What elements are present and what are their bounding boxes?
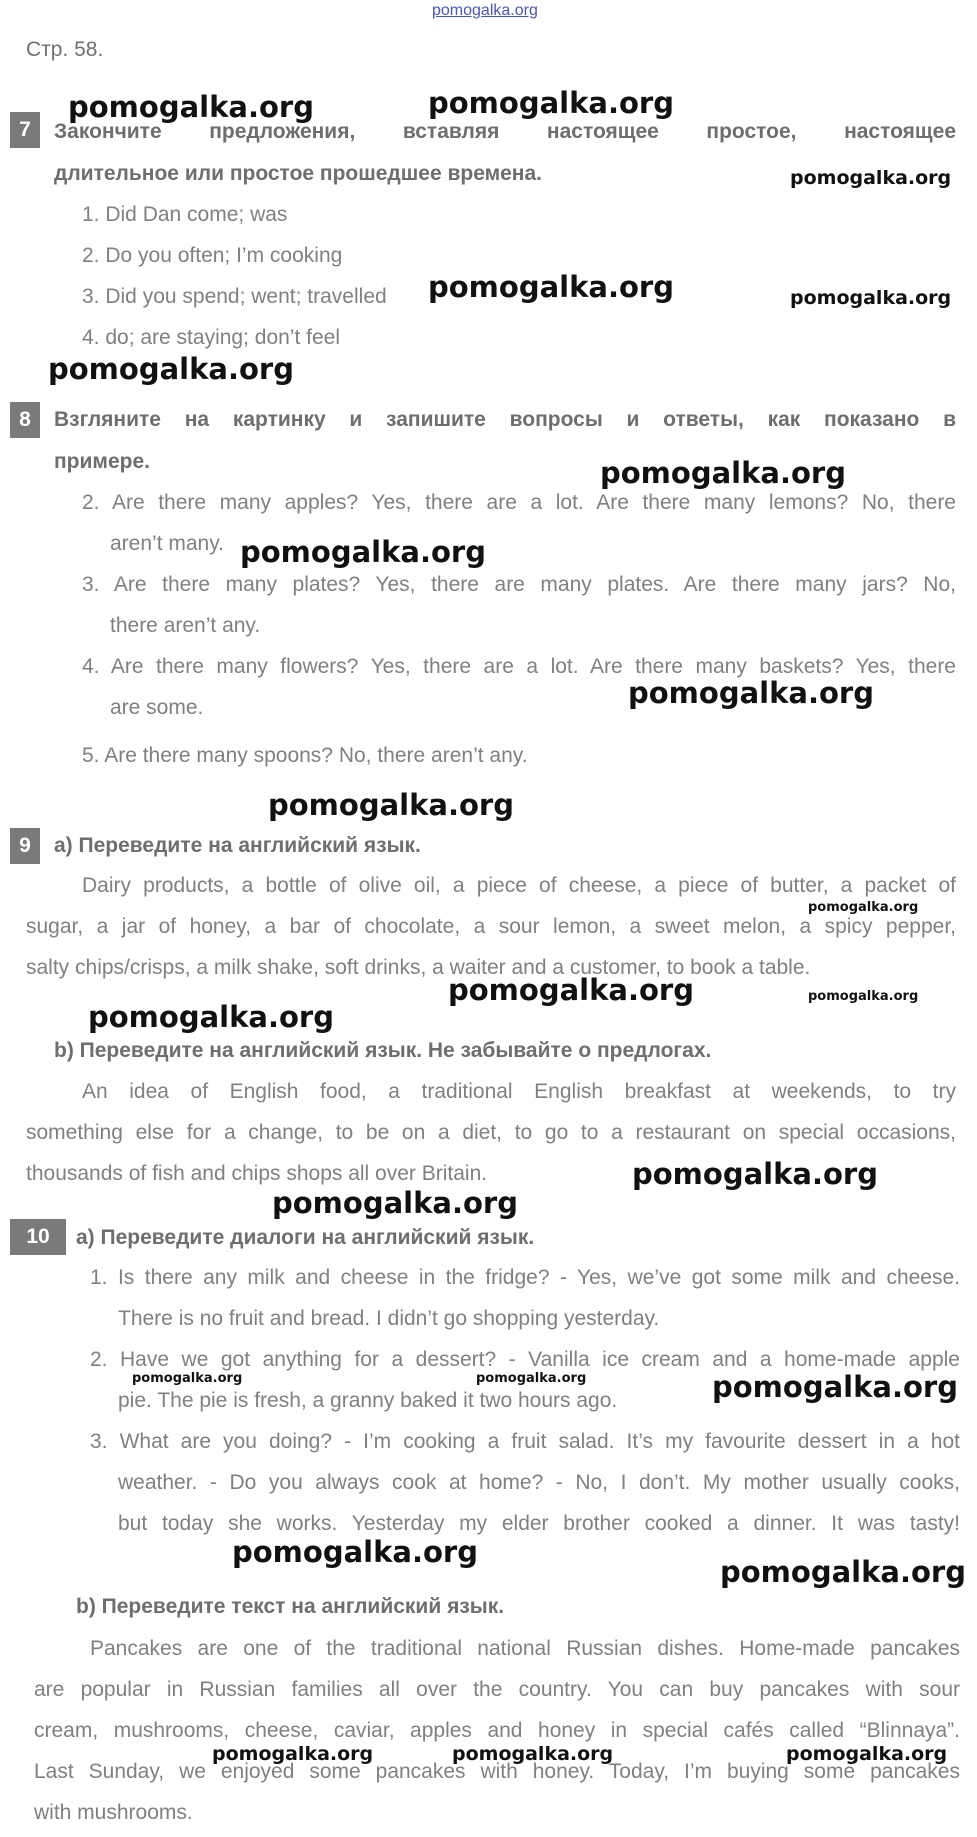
exercise-10-number: 10 xyxy=(10,1219,66,1255)
watermark: pomogalka.org xyxy=(240,535,486,569)
watermark: pomogalka.org xyxy=(268,788,514,822)
watermark: pomogalka.org xyxy=(132,1371,243,1386)
watermark: pomogalka.org xyxy=(600,456,846,490)
watermark: pomogalka.org xyxy=(428,270,674,304)
exercise-7-task-line-2: длительное или простое прошедшее времена. xyxy=(54,162,543,185)
exercise-10b-title: b) Переведите текст на английский язык. xyxy=(76,1595,505,1618)
exercise-9b-line-1: An idea of English food, a traditional English breakfast at weekends, to try xyxy=(82,1080,956,1103)
exercise-8-task-line-1: Взгляните на картинку и запишите вопросы и ответы, как показано в xyxy=(54,408,956,431)
exercise-10a-line-6: weather. - Do you always cook at home? - No, I don’t. My mother usually cooks, xyxy=(118,1471,960,1494)
watermark: pomogalka.org xyxy=(712,1370,958,1404)
exercise-10b-line-5: with mushrooms. xyxy=(34,1801,193,1824)
exercise-7-item-4: 4. do; are staying; don’t feel xyxy=(82,326,340,349)
watermark: pomogalka.org xyxy=(68,90,314,124)
watermark: pomogalka.org xyxy=(790,287,952,309)
exercise-10a-line-3: 2. Have we got anything for a dessert? - Vanilla ice cream and a home-made apple xyxy=(90,1348,960,1371)
watermark: pomogalka.org xyxy=(88,1000,334,1034)
exercise-10a-line-7: but today she works. Yesterday my elder brother cooked a dinner. It was tasty! xyxy=(118,1512,960,1535)
exercise-8-line-3: 3. Are there many plates? Yes, there are many plates. Are there many jars? No, xyxy=(82,573,956,596)
exercise-10b-line-4: Last Sunday, we enjoyed some pancakes with honey. Today, I’m buying some pancakes xyxy=(34,1760,960,1783)
exercise-9b-line-2: something else for a change, to be on a diet, to go to a restaurant on special occasions, xyxy=(26,1121,956,1144)
exercise-10a-line-1: 1. Is there any milk and cheese in the fridge? - Yes, we’ve got some milk and cheese. xyxy=(90,1266,960,1289)
watermark: pomogalka.org xyxy=(48,352,294,386)
exercise-10a-line-2: There is no fruit and bread. I didn’t go shopping yesterday. xyxy=(118,1307,660,1330)
exercise-8-line-4: there aren’t any. xyxy=(110,614,261,637)
exercise-9a-title: a) Переведите на английский язык. xyxy=(54,834,421,857)
exercise-8-line-7: 5. Are there many spoons? No, there aren’t any. xyxy=(82,744,528,767)
watermark: pomogalka.org xyxy=(452,1743,614,1765)
watermark: pomogalka.org xyxy=(628,676,874,710)
watermark: pomogalka.org xyxy=(212,1743,374,1765)
watermark: pomogalka.org xyxy=(476,1371,587,1386)
exercise-8-line-6: are some. xyxy=(110,696,204,719)
exercise-7-item-2: 2. Do you often; I’m cooking xyxy=(82,244,343,267)
exercise-9a-line-2: sugar, a jar of honey, a bar of chocolate, a sour lemon, a sweet melon, a spicy pepper, xyxy=(26,915,956,938)
exercise-10b-line-1: Pancakes are one of the traditional national Russian dishes. Home-made pancakes xyxy=(90,1637,960,1660)
exercise-7-item-1: 1. Did Dan come; was xyxy=(82,203,288,226)
exercise-10a-line-4: pie. The pie is fresh, a granny baked it two hours ago. xyxy=(118,1389,618,1412)
exercise-9-number: 9 xyxy=(10,828,40,864)
watermark: pomogalka.org xyxy=(786,1743,948,1765)
exercise-9a-line-3: salty chips/crisps, a milk shake, soft drinks, a waiter and a customer, to book a table. xyxy=(26,956,811,979)
watermark: pomogalka.org xyxy=(272,1186,518,1220)
exercise-9b-title: b) Переведите на английский язык. Не забывайте о предлогах. xyxy=(54,1039,712,1062)
exercise-10a-line-5: 3. What are you doing? - I’m cooking a fruit salad. It’s my favourite dessert in a hot xyxy=(90,1430,960,1453)
watermark: pomogalka.org xyxy=(632,1157,878,1191)
watermark: pomogalka.org xyxy=(808,989,919,1004)
exercise-9b-line-3: thousands of fish and chips shops all over Britain. xyxy=(26,1162,488,1185)
exercise-8-task-line-2: примере. xyxy=(54,450,150,473)
watermark: pomogalka.org xyxy=(808,900,919,915)
watermark: pomogalka.org xyxy=(428,86,674,120)
watermark: pomogalka.org xyxy=(232,1535,478,1569)
exercise-9a-line-1: Dairy products, a bottle of olive oil, a piece of cheese, a piece of butter, a packet of xyxy=(82,874,956,897)
exercise-8-line-5: 4. Are there many flowers? Yes, there are a lot. Are there many baskets? Yes, there xyxy=(82,655,956,678)
exercise-10a-title: a) Переведите диалоги на английский язык. xyxy=(76,1226,535,1249)
exercise-8-line-1: 2. Are there many apples? Yes, there are a lot. Are there many lemons? No, there xyxy=(82,491,956,514)
watermark: pomogalka.org xyxy=(448,973,694,1007)
exercise-7-item-3: 3. Did you spend; went; travelled xyxy=(82,285,387,308)
site-link[interactable]: pomogalka.org xyxy=(432,2,538,19)
exercise-8-line-2: aren’t many. xyxy=(110,532,224,555)
page-number: Стр. 58. xyxy=(26,38,104,61)
exercise-10b-line-3: cream, mushrooms, cheese, caviar, apples and honey in special cafés called “Blinnaya”. xyxy=(34,1719,960,1742)
watermark: pomogalka.org xyxy=(720,1555,966,1589)
watermark: pomogalka.org xyxy=(790,167,952,189)
exercise-7-number: 7 xyxy=(10,112,40,148)
exercise-8-number: 8 xyxy=(10,402,40,438)
exercise-7-task-line-1: Закончите предложения, вставляя настоящее простое, настоящее xyxy=(54,120,956,143)
exercise-10b-line-2: are popular in Russian families all over the country. You can buy pancakes with sour xyxy=(34,1678,960,1701)
